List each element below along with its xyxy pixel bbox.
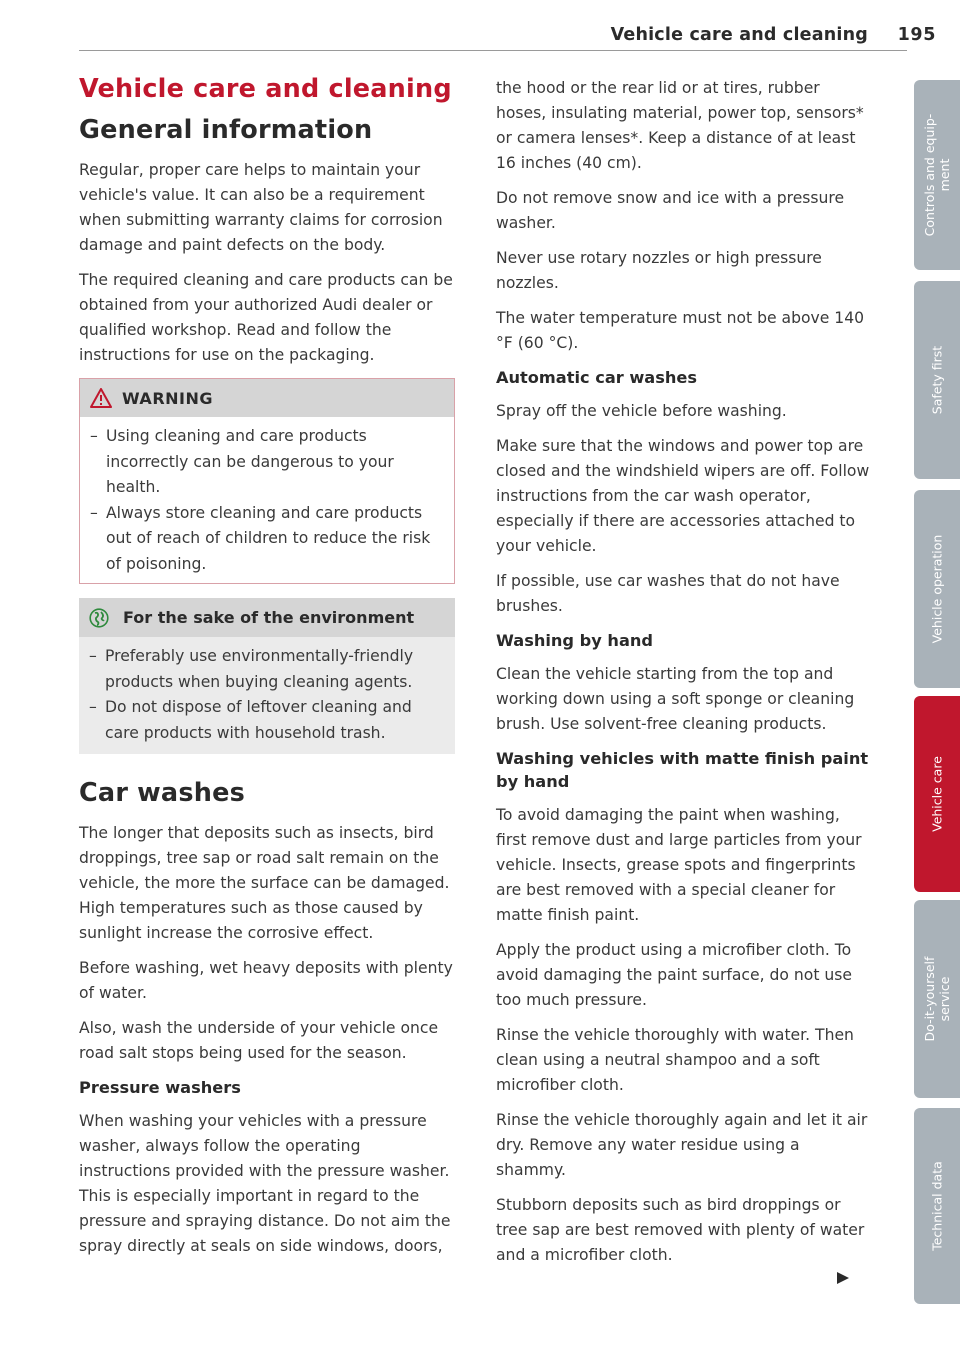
tab-label: Vehicle operation (929, 534, 945, 644)
paragraph: Before washing, wet heavy deposits with plenty of water. (79, 959, 453, 1002)
paragraph: Also, wash the underside of your vehicle once road salt stops being used for the season. (79, 1019, 439, 1062)
continue-arrow-icon (836, 1270, 850, 1289)
subheading-pressure-washers: Pressure washers (79, 1078, 241, 1097)
paragraph: When washing your vehicles with a pressure washer, always follow the operating instructions provided with the pressure washer. This is especially important in regard to the pressure and spraying distance. Do not aim the spray directly at seals on side windows, doors, (79, 1112, 451, 1255)
paragraph: Never use rotary nozzles or high pressure nozzles. (496, 249, 822, 292)
paragraph: Apply the product using a microfiber cloth. To avoid damaging the paint surface, do not use too much pressure. (496, 941, 853, 1009)
warning-triangle-icon (90, 388, 112, 408)
subheading-washing-by-hand: Washing by hand (496, 631, 653, 650)
paragraph: Make sure that the windows and power top are closed and the windshield wipers are off. Follow instructions from the car wash operator, especially if there are accessories attached to your vehicle. (496, 437, 870, 555)
paragraph: Clean the vehicle starting from the top and working down using a soft sponge or cleaning brush. Use solvent-free cleaning products. (496, 665, 855, 733)
tab-controls-and-equipment[interactable] (914, 80, 960, 270)
list-item: – Using cleaning and care products incorrectly can be dangerous to your health. (90, 427, 394, 496)
tab-technical-data[interactable] (914, 1108, 960, 1304)
list-item: – Do not dispose of leftover cleaning and care products with household trash. (89, 698, 412, 742)
tab-label: Technical data (929, 1161, 945, 1251)
paragraph: If possible, use car washes that do not have brushes. (496, 572, 840, 615)
section-title-car-washes: Car washes (79, 778, 245, 808)
tab-label: Controls and equip- ment (922, 113, 952, 237)
paragraph: To avoid damaging the paint when washing, first remove dust and large particles from your vehicle. Insects, grease spots and fingerprints are best removed with a special cleaner for matte finish paint. (496, 806, 862, 924)
environment-title: For the sake of the environment (123, 608, 415, 627)
chapter-title: Vehicle care and cleaning (79, 74, 452, 104)
paragraph: Regular, proper care helps to maintain your vehicle's value. It can also be a requirement when submitting warranty claims for corrosion damage and paint defects on the body. (79, 161, 443, 254)
tab-label: Safety first (929, 345, 945, 415)
paragraph: Stubborn deposits such as bird droppings or tree sap are best removed with plenty of water and a microfiber cloth. (496, 1196, 865, 1264)
warning-header (80, 379, 454, 417)
tab-vehicle-operation[interactable] (914, 490, 960, 688)
tab-vehicle-care[interactable] (914, 696, 960, 892)
paragraph: The water temperature must not be above 140 °F (60 °C). (496, 309, 865, 352)
paragraph: The longer that deposits such as insects, bird droppings, tree sap or road salt remain on the vehicle, the more the surface can be damaged. High temperatures such as those caused by sunlight increase the corrosive effect. (79, 824, 450, 942)
environment-box (79, 598, 455, 754)
paragraph: Rinse the vehicle thoroughly with water. Then clean using a neutral shampoo and a soft microfiber cloth. (496, 1026, 854, 1094)
left-column (79, 72, 455, 1269)
subheading-matte-finish: Washing vehicles with matte finish paint by hand (496, 749, 869, 791)
paragraph: The required cleaning and care products can be obtained from your authorized Audi dealer or qualified workshop. Read and follow the instructions for use on the packaging. (79, 271, 453, 364)
paragraph: Rinse the vehicle thoroughly again and let it air dry. Remove any water residue using a shammy. (496, 1111, 868, 1179)
warning-box (79, 378, 455, 584)
list-item: – Always store cleaning and care products out of reach of children to reduce the risk of poisoning. (90, 503, 431, 573)
page-number: 195 (897, 25, 936, 45)
tab-label: Vehicle care (929, 756, 945, 832)
environment-globe-icon (89, 608, 109, 628)
subheading-automatic-car-washes: Automatic car washes (496, 368, 698, 387)
tab-safety-first[interactable] (914, 281, 960, 479)
paragraph: the hood or the rear lid or at tires, rubber hoses, insulating material, power top, sensors* or camera lenses*. Keep a distance of at least 16 inches (40 cm). (496, 79, 864, 172)
running-header-title: Vehicle care and cleaning (610, 25, 868, 45)
paragraph: Spray off the vehicle before washing. (496, 402, 787, 420)
list-item: – Preferably use environmentally-friendly products when buying cleaning agents. (89, 647, 414, 691)
section-title-general-information: General information (79, 115, 373, 145)
environment-header (79, 598, 455, 637)
page-header (0, 0, 960, 80)
paragraph: Do not remove snow and ice with a pressure washer. (496, 189, 845, 232)
warning-title: WARNING (122, 388, 213, 408)
right-column (496, 76, 870, 1278)
tab-label: Do-it-yourself service (922, 956, 952, 1042)
tab-do-it-yourself-service[interactable] (914, 900, 960, 1098)
header-rule (79, 50, 907, 51)
